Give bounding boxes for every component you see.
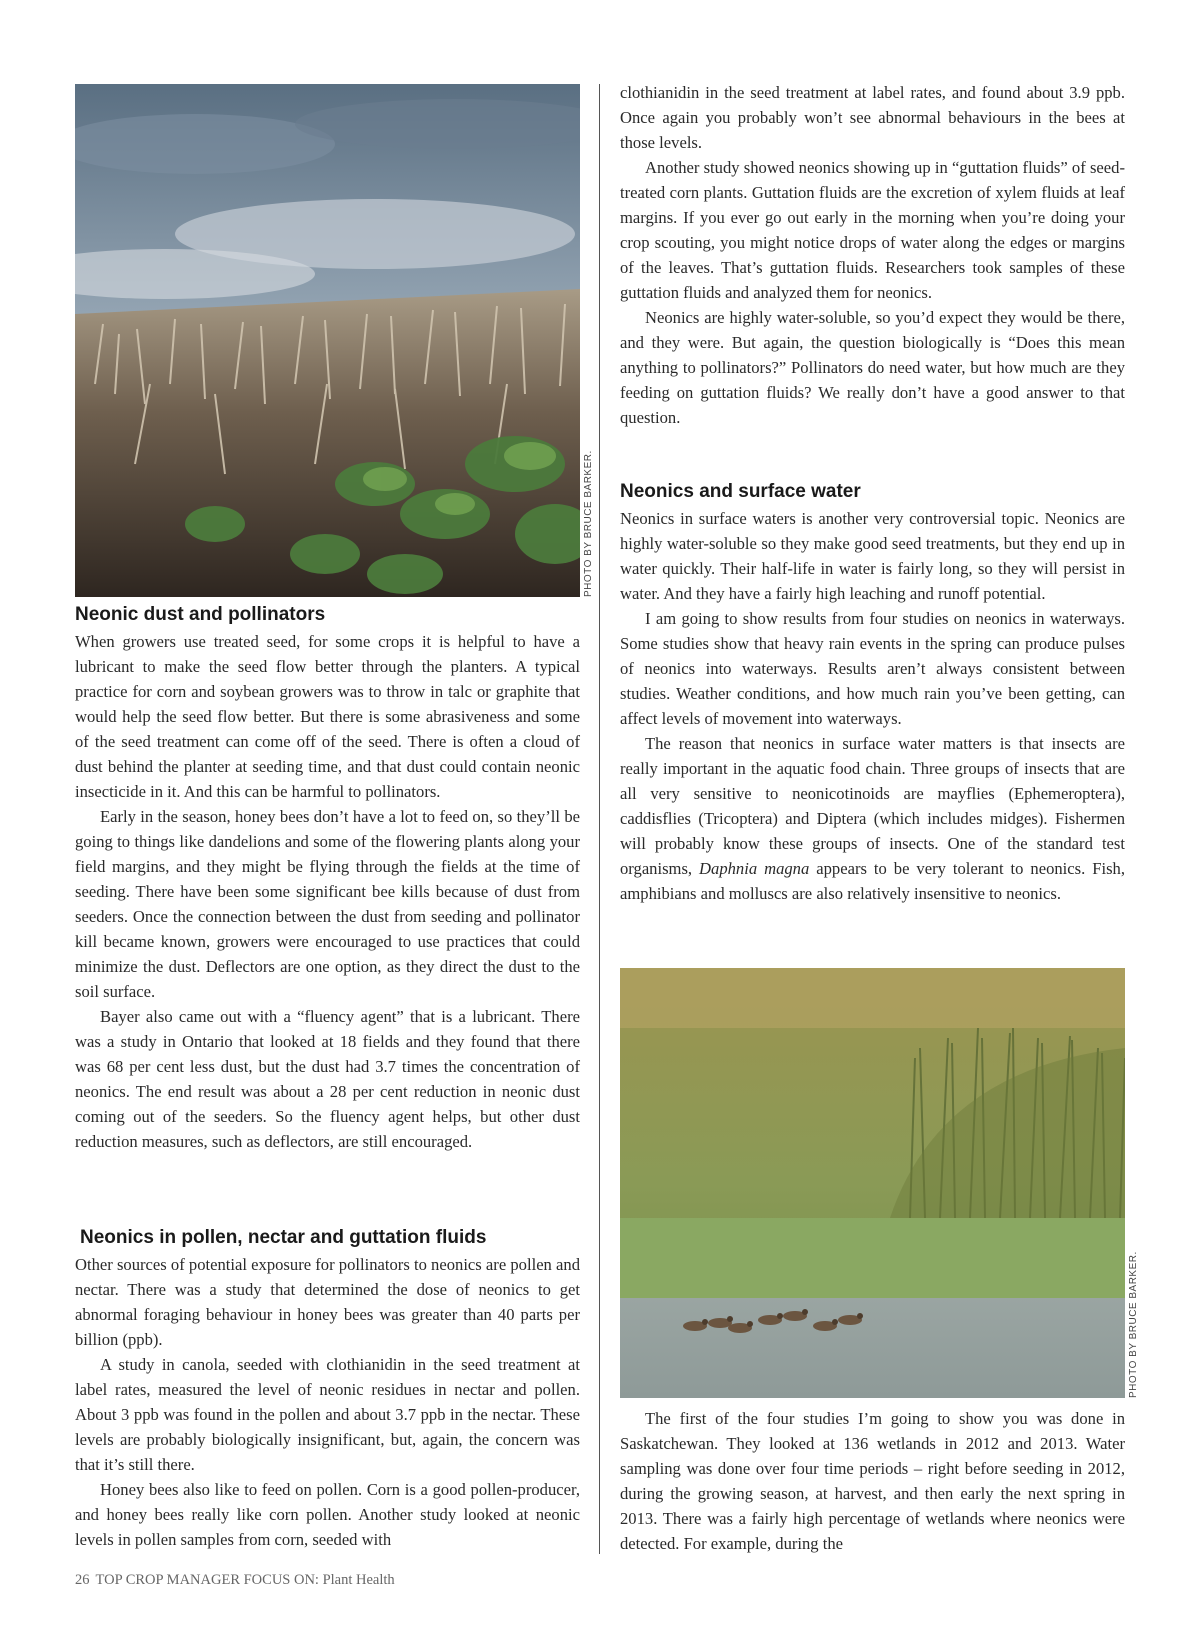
paragraph: The first of the four studies I’m going to show you was done in Saskatchewan. They looked at 136 wetlands in 2012 and 2013. Water sampling was done over four time periods – right before seeding in 2012, during the growing season, at harvest, and then early the next spring in 2013. There was a fairly high percentage of wetlands where neonics were detected. For example, during the (620, 1409, 1125, 1553)
field-photo-illustration (75, 84, 580, 597)
species-name: Daphnia magna (699, 859, 810, 878)
paragraph: clothianidin in the seed treatment at label rates, and found about 3.9 ppb. Once again you probably won’t see abnormal behaviours in the bees at those levels. (620, 83, 1125, 152)
section-body (75, 629, 580, 1154)
photo-credit: PHOTO BY BRUCE BARKER. (583, 450, 594, 597)
section-body (620, 1406, 1125, 1556)
paragraph-text: appears to be very tolerant to neonics. Fish, amphibians and molluscs are also relatively insensitive to neonics. (620, 859, 1125, 903)
paragraph: Another study showed neonics showing up in “guttation fluids” of seed-treated corn plants. Guttation fluids are the excretion of xylem fluids at leaf margins. If you ever go out early in the morning when you’re doing your crop scouting, you might notice drops of water along the edges or margins of the leaves. That’s guttation fluids. Researchers took samples of these guttation fluids and analyzed them for neonics. (620, 158, 1125, 302)
section-body (620, 80, 1125, 430)
section-heading: Neonics in pollen, nectar and guttation fluids (80, 1227, 487, 1248)
paragraph-text: The reason that neonics in surface water matters is that insects are really important in the aquatic food chain. Three groups of insects that are all very sensitive to neonicotinoids are mayflies (Ephemeroptera), caddisflies (Tricoptera) and Diptera (which includes midges). Fishermen will probably know these groups of insects. One of the standard test organisms, (620, 734, 1125, 878)
publication-title: TOP CROP MANAGER FOCUS ON: Plant Health (95, 1572, 395, 1588)
field-photo (75, 84, 580, 597)
page-footer (75, 1572, 395, 1589)
paragraph: Early in the season, honey bees don’t have a lot to feed on, so they’ll be going to things like dandelions and some of the flowering plants along your field margins, and they might be flying through the fields at the time of seeding. There have been some significant bee kills because of dust from seeders. Once the connection between the dust from seeding and pollinator kill became known, growers were encouraged to use practices that could minimize the dust. Deflectors are one option, as they direct the dust to the soil surface. (75, 807, 580, 1001)
paragraph: Neonics in surface waters is another very controversial topic. Neonics are highly water-soluble so they make good seed treatments, but they end up in water quickly. Their half-life in water is fairly long, so they will persist in water. And they have a fairly high leaching and runoff potential. (620, 509, 1125, 603)
paragraph: Other sources of potential exposure for pollinators to neonics are pollen and nectar. There was a study that determined the dose of neonics to get abnormal foraging behaviour in honey bees was greater than 40 parts per billion (ppb). (75, 1255, 580, 1349)
paragraph: Bayer also came out with a “fluency agent” that is a lubricant. There was a study in Ontario that looked at 18 fields and they found that there was 68 per cent less dust, but the dust had 3.7 times the concentration of neonics. The end result was about a 28 per cent reduction in neonic dust coming out of the seeders. So the fluency agent helps, but other dust reduction measures, such as deflectors, are still encouraged. (75, 1007, 580, 1151)
section-heading: Neonic dust and pollinators (75, 604, 326, 625)
paragraph: A study in canola, seeded with clothianidin in the seed treatment at label rates, measured the level of neonic residues in nectar and pollen. About 3 ppb was found in the pollen and about 3.7 ppb in the nectar. These levels are probably biologically insignificant, but, again, the concern was that it’s still there. (75, 1355, 580, 1474)
section-body (620, 506, 1125, 906)
paragraph: I am going to show results from four studies on neonics in waterways. Some studies show that heavy rain events in the spring can produce pulses of neonics into waterways. Results aren’t always consistent between studies. Weather conditions, and how much rain you’ve been getting, can affect levels of movement into waterways. (620, 609, 1125, 728)
photo-credit: PHOTO BY BRUCE BARKER. (1128, 1251, 1139, 1398)
wetland-photo-illustration (620, 968, 1125, 1398)
column-divider (599, 84, 600, 1554)
wetland-photo (620, 968, 1125, 1398)
section-heading: Neonics and surface water (620, 481, 861, 502)
section-body (75, 1252, 580, 1552)
paragraph: Neonics are highly water-soluble, so you’d expect they would be there, and they were. But again, the question biologically is “Does this mean anything to pollinators?” Pollinators do need water, but how much are they feeding on guttation fluids? We really don’t have a good answer to that question. (620, 308, 1125, 427)
page-number: 26 (75, 1572, 90, 1588)
paragraph: Honey bees also like to feed on pollen. Corn is a good pollen-producer, and honey bees really like corn pollen. Another study looked at neonic levels in pollen samples from corn, seeded with (75, 1480, 580, 1549)
paragraph: When growers use treated seed, for some crops it is helpful to have a lubricant to make the seed flow better through the planters. A typical practice for corn and soybean growers was to throw in talc or graphite that would help the seed flow better. But there is some abrasiveness and some of the seed treatment can come off of the seed. There is often a cloud of dust behind the planter at seeding time, and that dust could contain neonic insecticide in it. And this can be harmful to pollinators. (75, 632, 580, 801)
paragraph (620, 731, 1125, 906)
